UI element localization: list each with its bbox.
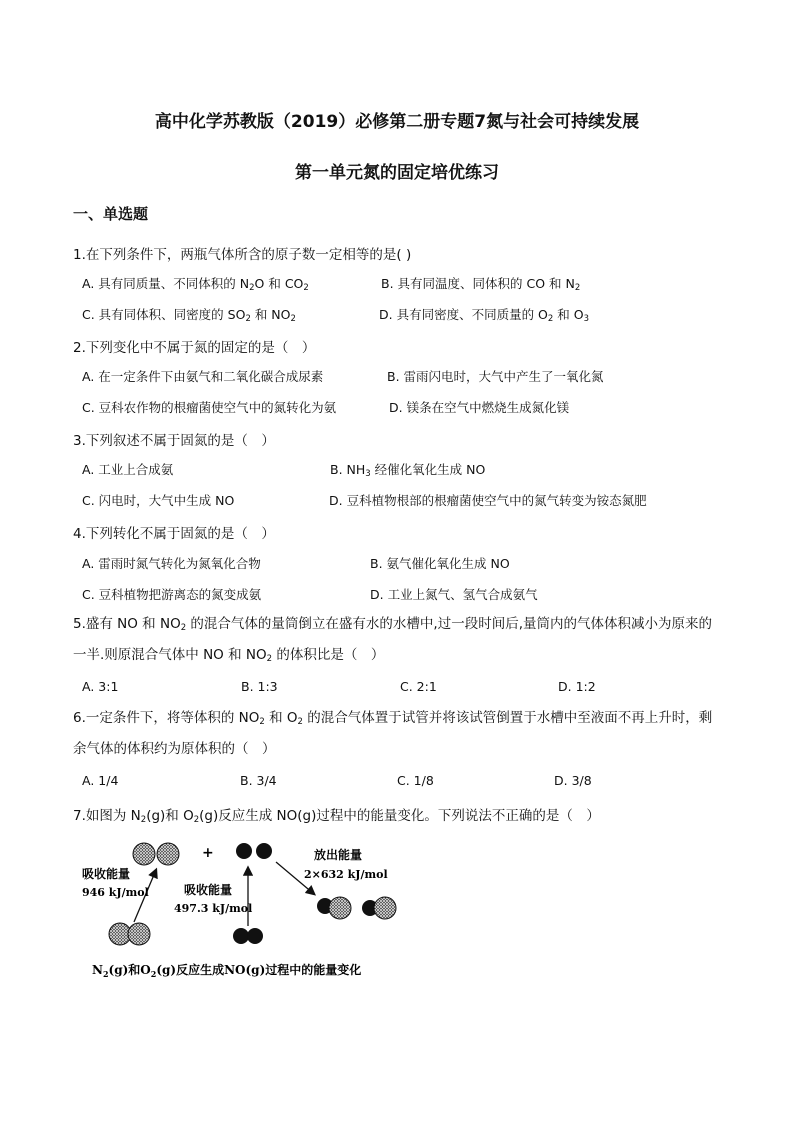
page-title: 高中化学苏教版（2019）必修第二册专题7氮与社会可持续发展 (154, 112, 640, 132)
question-4-option-d: D. 工业上氮气、氢气合成氨气 (370, 587, 538, 602)
question-5-option-c: C. 2:1 (400, 679, 437, 694)
plus-sign: + (202, 845, 214, 861)
question-1-option-b: B. 具有同温度、同体积的 CO 和 $N_2$ (381, 276, 581, 293)
question-1-option-a: A. 具有同质量、不同体积的 $N_2O$ 和 $CO_2$ (82, 276, 309, 293)
question-6-option-d: D. 3/8 (554, 773, 592, 788)
no-molecule-atom (329, 897, 351, 919)
question-6-stem: 6.一定条件下，将等体积的 $NO_2$ 和 $O_2$ 的混合气体置于试管并将该试管倒置于水槽中至液面不再上升时，剩余气体的体积约为原体积的（ ） (73, 710, 713, 757)
question-1-stem: 1.在下列条件下，两瓶气体所含的原子数一定相等的是( ) (73, 247, 412, 263)
question-5-option-b: B. 1:3 (241, 679, 278, 694)
question-7-stem: 7.如图为 $N_2(g)$和 $O_2(g)$反应生成 NO(g)过程中的能量变化。下列说法不正确的是（ ） (73, 808, 600, 825)
question-2-stem: 2.下列变化中不属于氮的固定的是（ ） (73, 340, 316, 356)
oxygen-atom (256, 843, 272, 859)
question-5-stem: 5.盛有 NO 和 $NO_2$ 的混合气体的量筒倒立在盛有水的水槽中,过一段时间后,量筒内的气体体积减小为原来的一半.则原混合气体中 NO 和 $NO_2$ 的体积比是（ ） (73, 616, 713, 664)
question-2-option-b: B. 雷雨闪电时，大气中产生了一氧化氮 (387, 369, 604, 384)
n2-molecule-atom (128, 923, 150, 945)
energy-diagram (78, 838, 408, 988)
question-3-option-c: C. 闪电时，大气中生成 NO (82, 493, 235, 508)
release-label: 放出能量 (314, 848, 363, 862)
question-3-stem: 3.下列叙述不属于固氮的是（ ） (73, 433, 275, 449)
question-1-option-d: D. 具有同密度、不同质量的 $O_2$ 和 $O_3$ (379, 307, 590, 324)
question-1-option-c: C. 具有同体积、同密度的 $SO_2$ 和 $NO_2$ (82, 307, 296, 324)
absorb-label-o2: 吸收能量 (184, 883, 233, 897)
figure-caption: $N_2(g)$和$O_2(g)$反应生成NO(g)过程中的能量变化 (92, 963, 362, 979)
question-5-option-d: D. 1:2 (558, 679, 596, 694)
absorb-value-n2: 946 kJ/mol (82, 886, 149, 899)
question-2-option-d: D. 镁条在空气中燃烧生成氮化镁 (389, 400, 570, 415)
o2-molecule-atom (247, 928, 263, 944)
question-6-option-a: A. 1/4 (82, 773, 119, 788)
question-4-stem: 4.下列转化不属于固氮的是（ ） (73, 526, 275, 542)
absorb-label-n2: 吸收能量 (82, 867, 131, 881)
question-2-option-c: C. 豆科农作物的根瘤菌使空气中的氮转化为氨 (82, 400, 337, 415)
oxygen-atom (236, 843, 252, 859)
question-3-option-d: D. 豆科植物根部的根瘤菌使空气中的氮气转变为铵态氮肥 (329, 493, 647, 508)
nitrogen-atom (133, 843, 155, 865)
nitrogen-atom (157, 843, 179, 865)
question-3-option-b: B. $NH_3$ 经催化氧化生成 NO (330, 462, 486, 479)
absorb-value-o2: 497.3 kJ/mol (174, 902, 253, 915)
page-subtitle: 第一单元氮的固定培优练习 (295, 163, 499, 183)
question-4-option-b: B. 氨气催化氧化生成 NO (370, 556, 510, 571)
release-value: 2×632 kJ/mol (304, 868, 388, 881)
section-heading: 一、单选题 (73, 205, 149, 223)
question-3-option-a: A. 工业上合成氨 (82, 462, 174, 477)
question-6-option-b: B. 3/4 (240, 773, 277, 788)
o2-molecule-atom (233, 928, 249, 944)
question-4-option-a: A. 雷雨时氮气转化为氮氧化合物 (82, 556, 261, 571)
question-6-option-c: C. 1/8 (397, 773, 434, 788)
no-molecule-atom (374, 897, 396, 919)
question-5-option-a: A. 3:1 (82, 679, 119, 694)
question-4-option-c: C. 豆科植物把游离态的氮变成氨 (82, 587, 262, 602)
question-2-option-a: A. 在一定条件下由氨气和二氧化碳合成尿素 (82, 369, 324, 384)
